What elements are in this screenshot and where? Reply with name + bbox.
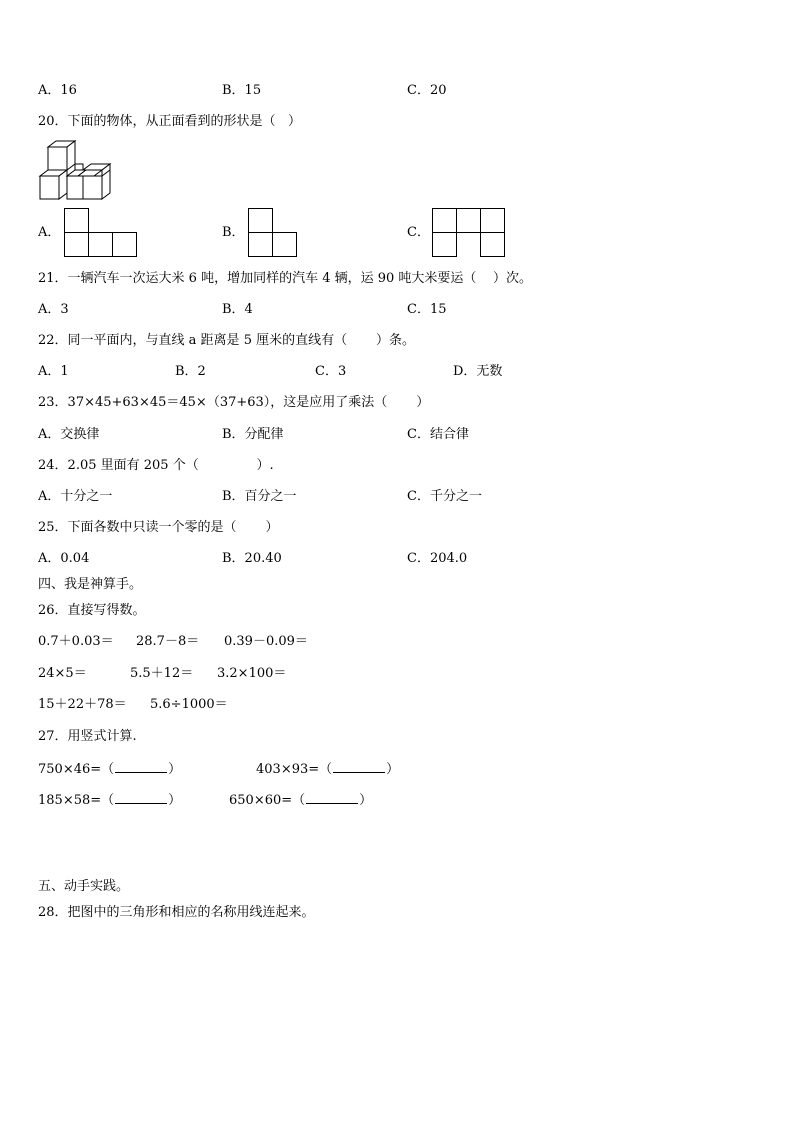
q21-stem: 21．一辆汽车一次运大米 6 吨，增加同样的汽车 4 辆，运 90 吨大米要运（ ）次。 — [38, 271, 532, 286]
q23-option-b: B．分配律 — [222, 427, 284, 442]
q26-r3-item-1: 15＋22＋78＝ — [38, 697, 127, 712]
q25-option-a: A．0.04 — [38, 551, 90, 566]
close-paren: ） — [168, 762, 182, 777]
q27-item-3 — [38, 791, 181, 809]
q27-item-1-text: 750×46=（ — [38, 762, 115, 777]
q21-option-b: B．4 — [222, 302, 253, 317]
q19-option-b: B．15 — [222, 83, 262, 98]
q21-option-c: C．15 — [407, 302, 447, 317]
q27-item-1 — [38, 760, 181, 778]
answer-blank[interactable] — [115, 791, 167, 804]
q19-option-c: C．20 — [407, 83, 447, 98]
q25-stem: 25．下面各数中只读一个零的是（ ） — [38, 520, 279, 535]
close-paren: ） — [386, 762, 400, 777]
q26-r2-item-3: 3.2×100＝ — [217, 666, 287, 681]
q26-r2-item-2: 5.5＋12＝ — [130, 666, 194, 681]
q20-cube-figure — [38, 140, 120, 200]
q22-stem: 22．同一平面内，与直线 a 距离是 5 厘米的直线有（ ）条。 — [38, 333, 416, 348]
answer-blank[interactable] — [306, 791, 358, 804]
q22-option-a: A．1 — [38, 364, 69, 379]
q24-option-c: C．千分之一 — [407, 489, 482, 504]
q22-option-b: B．2 — [175, 364, 206, 379]
q27-item-2 — [256, 760, 399, 778]
q27-item-4-text: 650×60=（ — [229, 793, 306, 808]
q27-item-4 — [229, 791, 372, 809]
answer-blank[interactable] — [115, 760, 167, 773]
q20-option-b-label: B． — [222, 225, 245, 240]
q19-option-a: A．16 — [38, 83, 77, 98]
q23-stem: 23．37×45+63×45＝45×（37+63），这是应用了乘法（ ） — [38, 395, 430, 410]
answer-blank[interactable] — [333, 760, 385, 773]
q27-item-2-text: 403×93=（ — [256, 762, 333, 777]
close-paren: ） — [359, 793, 373, 808]
q26-r3-item-2: 5.6÷1000＝ — [150, 697, 228, 712]
q24-stem: 24．2.05 里面有 205 个（ ）. — [38, 458, 274, 473]
q26-r1-item-3: 0.39－0.09＝ — [224, 634, 308, 649]
q26-r1-item-1: 0.7＋0.03＝ — [38, 634, 114, 649]
q24-option-a: A．十分之一 — [38, 489, 113, 504]
q26-stem: 26．直接写得数。 — [38, 603, 146, 618]
q22-option-c: C．3 — [315, 364, 347, 379]
section-5-heading: 五、动手实践。 — [38, 879, 130, 894]
close-paren: ） — [168, 793, 182, 808]
q28-stem: 28．把图中的三角形和相应的名称用线连起来。 — [38, 905, 315, 920]
q20-option-b-figure — [248, 208, 298, 258]
q25-option-c: C．204.0 — [407, 551, 468, 566]
q26-r1-item-2: 28.7－8＝ — [136, 634, 200, 649]
q25-option-b: B．20.40 — [222, 551, 282, 566]
q20-option-c-label: C． — [407, 225, 430, 240]
q20-stem: 20．下面的物体，从正面看到的形状是（ ） — [38, 114, 301, 129]
q22-option-d: D．无数 — [453, 364, 503, 379]
q20-option-a-label: A． — [38, 225, 61, 240]
q27-stem: 27．用竖式计算. — [38, 729, 137, 744]
q23-option-a: A．交换律 — [38, 427, 100, 442]
section-4-heading: 四、我是神算手。 — [38, 577, 143, 592]
q24-option-b: B．百分之一 — [222, 489, 297, 504]
q27-item-3-text: 185×58=（ — [38, 793, 115, 808]
q20-option-c-figure — [432, 208, 506, 258]
q21-option-a: A．3 — [38, 302, 69, 317]
q26-r2-item-1: 24×5＝ — [38, 666, 87, 681]
q20-option-a-figure — [64, 208, 138, 258]
q23-option-c: C．结合律 — [407, 427, 469, 442]
